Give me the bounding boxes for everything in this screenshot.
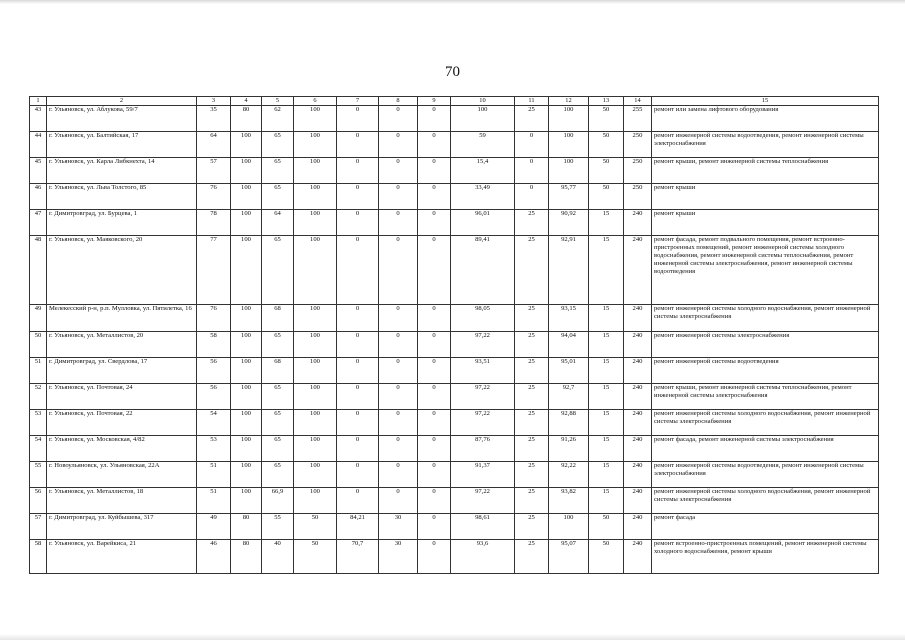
cell-col-8: 0 (379, 410, 418, 436)
cell-col-14: 255 (624, 106, 652, 132)
cell-col-14: 240 (624, 410, 652, 436)
cell-col-5: 65 (262, 184, 294, 210)
cell-col-5: 65 (262, 462, 294, 488)
cell-col-9: 0 (418, 514, 451, 540)
cell-col-4: 100 (231, 358, 262, 384)
table-row (30, 436, 879, 462)
cell-col-3: 51 (197, 462, 231, 488)
cell-work-description: ремонт фасада (652, 514, 879, 540)
cell-col-10: 93,51 (451, 358, 515, 384)
cell-col-7: 0 (337, 158, 379, 184)
cell-work-description: ремонт фасада, ремонт инженерной системы электроснабжения (652, 436, 879, 462)
cell-col-11: 25 (515, 210, 549, 236)
cell-col-6: 100 (294, 132, 337, 158)
cell-col-6: 100 (294, 158, 337, 184)
cell-col-8: 0 (379, 132, 418, 158)
cell-row-number: 58 (30, 540, 47, 574)
cell-col-7: 70,7 (337, 540, 379, 574)
cell-row-number: 51 (30, 358, 47, 384)
cell-col-13: 50 (589, 158, 624, 184)
cell-col-13: 15 (589, 236, 624, 305)
cell-col-11: 25 (515, 540, 549, 574)
cell-row-number: 55 (30, 462, 47, 488)
cell-col-5: 55 (262, 514, 294, 540)
table-row (30, 305, 879, 332)
cell-col-9: 0 (418, 158, 451, 184)
cell-col-11: 25 (515, 236, 549, 305)
cell-col-8: 0 (379, 184, 418, 210)
cell-col-10: 33,49 (451, 184, 515, 210)
cell-col-5: 40 (262, 540, 294, 574)
cell-row-number: 56 (30, 488, 47, 514)
cell-col-9: 0 (418, 540, 451, 574)
column-header: 9 (418, 97, 451, 106)
cell-col-6: 100 (294, 488, 337, 514)
cell-col-5: 62 (262, 106, 294, 132)
cell-col-13: 15 (589, 332, 624, 358)
cell-col-9: 0 (418, 106, 451, 132)
cell-col-13: 15 (589, 305, 624, 332)
table-row (30, 514, 879, 540)
cell-col-13: 15 (589, 410, 624, 436)
cell-work-description: ремонт инженерной системы холодного водоснабжения, ремонт инженерной системы электроснабжения (652, 488, 879, 514)
cell-col-9: 0 (418, 132, 451, 158)
cell-address: г. Новоульяновск, ул. Ульяновская, 22А (47, 462, 197, 488)
cell-col-9: 0 (418, 384, 451, 410)
cell-col-8: 0 (379, 384, 418, 410)
cell-work-description: ремонт встроенно-пристроенных помещений, ремонт инженерной системы холодного водоснабжения, ремонт крыши (652, 540, 879, 574)
cell-col-7: 0 (337, 332, 379, 358)
cell-row-number: 50 (30, 332, 47, 358)
cell-col-10: 97,22 (451, 488, 515, 514)
cell-work-description: ремонт крыши (652, 184, 879, 210)
cell-col-4: 100 (231, 384, 262, 410)
cell-row-number: 44 (30, 132, 47, 158)
cell-col-10: 97,22 (451, 332, 515, 358)
cell-col-4: 100 (231, 488, 262, 514)
cell-col-13: 50 (589, 184, 624, 210)
cell-col-11: 0 (515, 132, 549, 158)
cell-col-10: 87,76 (451, 436, 515, 462)
table-row (30, 488, 879, 514)
cell-col-12: 93,15 (549, 305, 589, 332)
table-row (30, 410, 879, 436)
cell-col-9: 0 (418, 184, 451, 210)
cell-col-12: 100 (549, 106, 589, 132)
column-header: 14 (624, 97, 652, 106)
cell-address: г. Ульяновск, ул. Почтовая, 22 (47, 410, 197, 436)
cell-address: г. Ульяновск, ул. Льва Толстого, 85 (47, 184, 197, 210)
cell-col-12: 93,82 (549, 488, 589, 514)
cell-col-13: 15 (589, 462, 624, 488)
cell-col-10: 59 (451, 132, 515, 158)
cell-address: г. Ульяновск, ул. Варейкиса, 21 (47, 540, 197, 574)
cell-col-14: 240 (624, 488, 652, 514)
cell-col-12: 92,22 (549, 462, 589, 488)
cell-col-13: 50 (589, 132, 624, 158)
cell-col-10: 89,41 (451, 236, 515, 305)
cell-col-10: 93,6 (451, 540, 515, 574)
column-header: 11 (515, 97, 549, 106)
cell-col-14: 240 (624, 436, 652, 462)
page-number: 70 (445, 64, 460, 80)
table-row (30, 236, 879, 305)
cell-col-13: 50 (589, 540, 624, 574)
cell-col-7: 0 (337, 436, 379, 462)
cell-col-5: 65 (262, 384, 294, 410)
cell-col-3: 46 (197, 540, 231, 574)
cell-col-10: 98,61 (451, 514, 515, 540)
cell-col-3: 49 (197, 514, 231, 540)
cell-address: г. Ульяновск, ул. Маяковского, 20 (47, 236, 197, 305)
cell-address: г. Ульяновск, ул. Металлистов, 18 (47, 488, 197, 514)
cell-col-5: 66,9 (262, 488, 294, 514)
column-header: 6 (294, 97, 337, 106)
cell-col-11: 0 (515, 184, 549, 210)
cell-address: г. Димитровград, ул. Куйбышева, 317 (47, 514, 197, 540)
cell-col-4: 100 (231, 210, 262, 236)
cell-work-description: ремонт инженерной системы холодного водоснабжения, ремонт инженерной системы электроснабжения (652, 305, 879, 332)
cell-col-14: 240 (624, 210, 652, 236)
cell-col-10: 100 (451, 106, 515, 132)
cell-col-8: 30 (379, 540, 418, 574)
cell-col-9: 0 (418, 332, 451, 358)
cell-col-7: 0 (337, 462, 379, 488)
cell-col-5: 68 (262, 358, 294, 384)
cell-col-8: 0 (379, 462, 418, 488)
cell-col-11: 25 (515, 305, 549, 332)
cell-address: г. Димитровград, ул. Бурцева, 1 (47, 210, 197, 236)
cell-row-number: 57 (30, 514, 47, 540)
cell-row-number: 46 (30, 184, 47, 210)
cell-address: г. Ульяновск, ул. Металлистов, 20 (47, 332, 197, 358)
cell-col-3: 64 (197, 132, 231, 158)
cell-col-8: 0 (379, 436, 418, 462)
cell-col-14: 240 (624, 540, 652, 574)
cell-col-14: 250 (624, 158, 652, 184)
cell-row-number: 45 (30, 158, 47, 184)
cell-col-3: 35 (197, 106, 231, 132)
column-header: 8 (379, 97, 418, 106)
cell-work-description: ремонт крыши (652, 210, 879, 236)
cell-col-3: 76 (197, 305, 231, 332)
cell-col-6: 100 (294, 305, 337, 332)
cell-col-12: 91,26 (549, 436, 589, 462)
cell-row-number: 49 (30, 305, 47, 332)
cell-col-7: 0 (337, 132, 379, 158)
cell-col-9: 0 (418, 410, 451, 436)
column-header: 4 (231, 97, 262, 106)
cell-col-6: 50 (294, 540, 337, 574)
cell-col-12: 90,92 (549, 210, 589, 236)
cell-col-11: 25 (515, 462, 549, 488)
cell-col-3: 53 (197, 436, 231, 462)
column-number-row (30, 97, 879, 106)
cell-address: г. Ульяновск, ул. Карла Либкнехта, 14 (47, 158, 197, 184)
cell-col-14: 240 (624, 358, 652, 384)
cell-col-14: 240 (624, 514, 652, 540)
cell-col-11: 25 (515, 436, 549, 462)
cell-address: Мелекесский р-н, р.п. Мулловка, ул. Пятилетка, 16 (47, 305, 197, 332)
cell-col-9: 0 (418, 462, 451, 488)
cell-col-6: 100 (294, 210, 337, 236)
cell-col-3: 56 (197, 358, 231, 384)
cell-col-3: 77 (197, 236, 231, 305)
cell-col-11: 25 (515, 106, 549, 132)
cell-col-6: 100 (294, 410, 337, 436)
cell-col-4: 100 (231, 436, 262, 462)
cell-col-4: 100 (231, 158, 262, 184)
cell-col-7: 0 (337, 358, 379, 384)
cell-col-12: 92,7 (549, 384, 589, 410)
table-row (30, 332, 879, 358)
cell-col-9: 0 (418, 236, 451, 305)
cell-col-12: 95,07 (549, 540, 589, 574)
cell-col-14: 240 (624, 332, 652, 358)
cell-col-7: 0 (337, 106, 379, 132)
cell-address: г. Ульяновск, ул. Балтийская, 17 (47, 132, 197, 158)
cell-row-number: 54 (30, 436, 47, 462)
column-header: 7 (337, 97, 379, 106)
scan-edge-top (0, 0, 905, 4)
cell-col-3: 76 (197, 184, 231, 210)
cell-row-number: 43 (30, 106, 47, 132)
cell-col-8: 0 (379, 488, 418, 514)
data-table (29, 96, 879, 574)
column-header: 13 (589, 97, 624, 106)
cell-address: г. Ульяновск, ул. Почтовая, 24 (47, 384, 197, 410)
cell-col-14: 240 (624, 384, 652, 410)
cell-col-12: 94,04 (549, 332, 589, 358)
cell-col-6: 100 (294, 384, 337, 410)
cell-col-8: 0 (379, 358, 418, 384)
table-row (30, 358, 879, 384)
cell-col-7: 0 (337, 305, 379, 332)
cell-col-5: 68 (262, 305, 294, 332)
cell-col-13: 15 (589, 210, 624, 236)
cell-col-3: 78 (197, 210, 231, 236)
cell-col-11: 0 (515, 158, 549, 184)
cell-col-4: 100 (231, 410, 262, 436)
cell-col-5: 65 (262, 436, 294, 462)
table-row (30, 210, 879, 236)
cell-col-13: 15 (589, 358, 624, 384)
cell-col-4: 100 (231, 132, 262, 158)
cell-col-14: 240 (624, 236, 652, 305)
cell-col-10: 15,4 (451, 158, 515, 184)
scan-edge-bottom (0, 634, 905, 640)
cell-col-8: 0 (379, 210, 418, 236)
cell-col-8: 0 (379, 305, 418, 332)
cell-work-description: ремонт инженерной системы электроснабжения (652, 332, 879, 358)
cell-address: г. Ульяновск, ул. Московская, 4/82 (47, 436, 197, 462)
cell-col-12: 100 (549, 158, 589, 184)
cell-col-6: 100 (294, 436, 337, 462)
cell-col-14: 240 (624, 462, 652, 488)
cell-work-description: ремонт инженерной системы водоотведения (652, 358, 879, 384)
cell-col-11: 25 (515, 358, 549, 384)
cell-col-13: 50 (589, 106, 624, 132)
cell-col-3: 54 (197, 410, 231, 436)
cell-col-12: 100 (549, 132, 589, 158)
cell-work-description: ремонт крыши, ремонт инженерной системы теплоснабжения, ремонт инженерной системы электроснабжения (652, 384, 879, 410)
cell-col-13: 15 (589, 384, 624, 410)
column-header: 10 (451, 97, 515, 106)
cell-col-5: 65 (262, 332, 294, 358)
table-row (30, 540, 879, 574)
cell-col-6: 50 (294, 514, 337, 540)
table-row (30, 158, 879, 184)
cell-col-9: 0 (418, 210, 451, 236)
cell-col-4: 80 (231, 106, 262, 132)
cell-col-6: 100 (294, 106, 337, 132)
column-header: 2 (47, 97, 197, 106)
cell-col-9: 0 (418, 436, 451, 462)
cell-col-5: 64 (262, 210, 294, 236)
cell-work-description: ремонт инженерной системы холодного водоснабжения, ремонт инженерной системы электроснабжения (652, 410, 879, 436)
cell-col-10: 91,37 (451, 462, 515, 488)
cell-col-11: 25 (515, 488, 549, 514)
cell-col-13: 50 (589, 514, 624, 540)
cell-col-7: 0 (337, 210, 379, 236)
cell-col-4: 100 (231, 236, 262, 305)
cell-col-4: 80 (231, 540, 262, 574)
cell-col-12: 95,77 (549, 184, 589, 210)
cell-col-5: 65 (262, 236, 294, 305)
cell-col-3: 56 (197, 384, 231, 410)
cell-col-3: 57 (197, 158, 231, 184)
cell-col-7: 0 (337, 384, 379, 410)
cell-col-11: 25 (515, 410, 549, 436)
cell-col-10: 98,05 (451, 305, 515, 332)
table-row (30, 384, 879, 410)
cell-col-7: 0 (337, 410, 379, 436)
column-header: 3 (197, 97, 231, 106)
cell-col-5: 65 (262, 158, 294, 184)
cell-address: г. Димитровград, ул. Свердлова, 17 (47, 358, 197, 384)
cell-col-6: 100 (294, 184, 337, 210)
table-row (30, 132, 879, 158)
cell-col-11: 25 (515, 384, 549, 410)
cell-col-4: 100 (231, 332, 262, 358)
table-body (30, 106, 879, 574)
cell-col-7: 0 (337, 236, 379, 305)
cell-col-12: 92,91 (549, 236, 589, 305)
cell-col-9: 0 (418, 488, 451, 514)
cell-col-14: 240 (624, 305, 652, 332)
table-row (30, 184, 879, 210)
table-row (30, 462, 879, 488)
cell-col-14: 250 (624, 184, 652, 210)
cell-col-4: 80 (231, 514, 262, 540)
cell-col-10: 97,22 (451, 410, 515, 436)
cell-col-11: 25 (515, 332, 549, 358)
cell-col-3: 58 (197, 332, 231, 358)
column-header: 1 (30, 97, 47, 106)
cell-col-8: 0 (379, 236, 418, 305)
cell-col-4: 100 (231, 184, 262, 210)
cell-col-14: 250 (624, 132, 652, 158)
cell-work-description: ремонт фасада, ремонт подвального помещения, ремонт встроенно-пристроенных помещений, ремонт инженерной системы холодного водоснабжения, ремонт инженерной системы теплоснабжения, ремонт инженерной системы электроснабжения, ремонт инженерной системы водоотведения (652, 236, 879, 305)
cell-col-13: 15 (589, 488, 624, 514)
cell-address: г. Ульяновск, ул. Аблукова, 59/7 (47, 106, 197, 132)
cell-col-7: 84,21 (337, 514, 379, 540)
cell-col-8: 30 (379, 514, 418, 540)
cell-row-number: 48 (30, 236, 47, 305)
cell-col-11: 25 (515, 514, 549, 540)
cell-col-8: 0 (379, 158, 418, 184)
cell-col-12: 92,88 (549, 410, 589, 436)
cell-col-6: 100 (294, 236, 337, 305)
cell-col-3: 51 (197, 488, 231, 514)
cell-col-12: 95,01 (549, 358, 589, 384)
cell-col-12: 100 (549, 514, 589, 540)
cell-work-description: ремонт или замена лифтового оборудования (652, 106, 879, 132)
column-header: 15 (652, 97, 879, 106)
cell-row-number: 47 (30, 210, 47, 236)
cell-row-number: 52 (30, 384, 47, 410)
cell-col-9: 0 (418, 305, 451, 332)
cell-col-8: 0 (379, 332, 418, 358)
cell-col-5: 65 (262, 132, 294, 158)
cell-col-13: 15 (589, 436, 624, 462)
column-header: 5 (262, 97, 294, 106)
cell-col-6: 100 (294, 332, 337, 358)
table-row (30, 106, 879, 132)
cell-col-9: 0 (418, 358, 451, 384)
column-header: 12 (549, 97, 589, 106)
cell-work-description: ремонт крыши, ремонт инженерной системы теплоснабжения (652, 158, 879, 184)
cell-col-8: 0 (379, 106, 418, 132)
cell-col-6: 100 (294, 358, 337, 384)
cell-col-7: 0 (337, 488, 379, 514)
cell-col-10: 96,01 (451, 210, 515, 236)
cell-col-10: 97,22 (451, 384, 515, 410)
cell-col-7: 0 (337, 184, 379, 210)
cell-col-5: 65 (262, 410, 294, 436)
cell-work-description: ремонт инженерной системы водоотведения, ремонт инженерной системы электроснабжения (652, 132, 879, 158)
cell-col-4: 100 (231, 305, 262, 332)
cell-col-6: 100 (294, 462, 337, 488)
cell-col-4: 100 (231, 462, 262, 488)
cell-work-description: ремонт инженерной системы водоотведения, ремонт инженерной системы электроснабжения (652, 462, 879, 488)
cell-row-number: 53 (30, 410, 47, 436)
